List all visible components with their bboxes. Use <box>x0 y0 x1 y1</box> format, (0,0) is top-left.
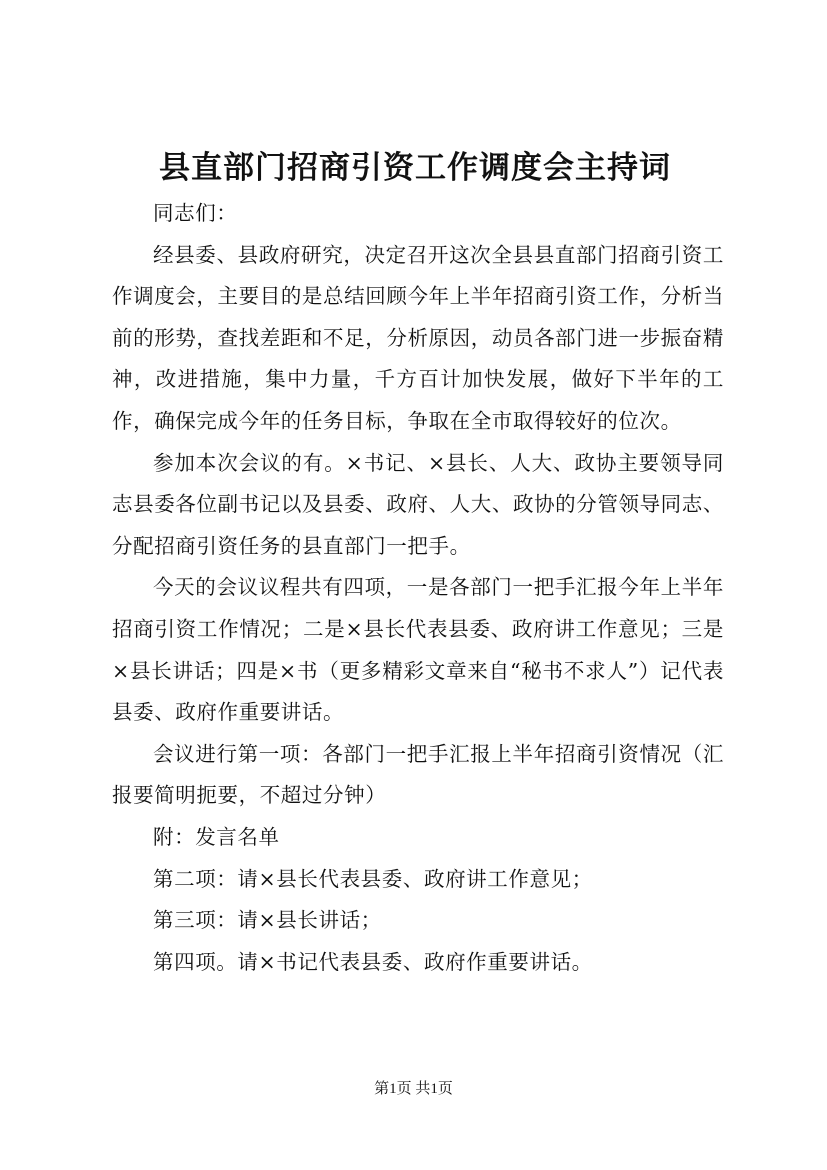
document-title: 县直部门招商引资工作调度会主持词 <box>159 150 671 186</box>
salutation: 同志们： <box>153 201 238 225</box>
speaker-list-note: 附：发言名单 <box>153 824 280 849</box>
agenda-item-3: 第三项：请×县长讲话； <box>153 908 382 933</box>
agenda-item-4: 第四项。请×书记代表县委、政府作重要讲话。 <box>153 949 593 974</box>
paragraph-agenda: 今天的会议议程共有四项，一是各部门一把手汇报今年上半年招商引资工作情况；二是×县长代表县委、政府讲工作意见；三是×县长讲话；四是×书（更多精彩文章来自“秘书不求人”）记代表县委、政府作重要讲话。 <box>112 575 724 725</box>
page-number-footer: 第1页 共1页 <box>374 1081 453 1097</box>
paragraph-attendees: 参加本次会议的有。×书记、×县长、人大、政协主要领导同志县委各位副书记以及县委、政府、人大、政协的分管领导同志、分配招商引资任务的县直部门一把手。 <box>112 450 724 558</box>
agenda-item-2: 第二项：请×县长代表县委、政府讲工作意见； <box>153 866 593 891</box>
paragraph-purpose: 经县委、县政府研究，决定召开这次全县县直部门招商引资工作调度会，主要目的是总结回顾今年上半年招商引资工作，分析当前的形势，查找差距和不足，分析原因，动员各部门进一步振奋精神，改进措施，集中力量，千方百计加快发展，做好下半年的工作，确保完成今年的任务目标，争取在全市取得较好的位次。 <box>112 242 724 433</box>
agenda-item-1: 会议进行第一项：各部门一把手汇报上半年招商引资情况（汇报要简明扼要，不超过分钟） <box>112 741 724 808</box>
document-body <box>112 193 724 983</box>
